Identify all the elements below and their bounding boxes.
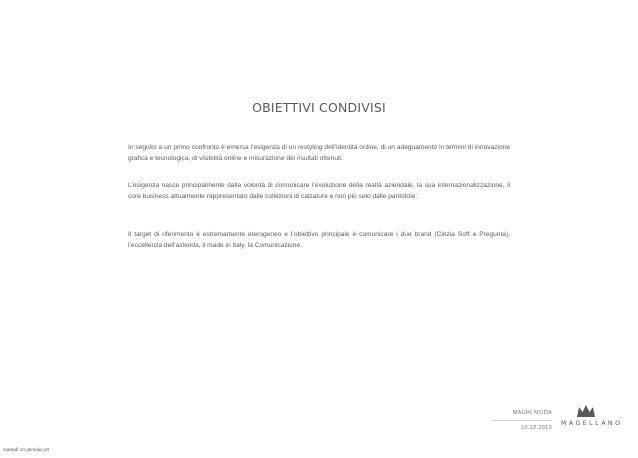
magellano-logo: [561, 404, 623, 436]
slide-timestamp: martedì 14 gennaio 14: [3, 447, 49, 452]
paragraph-2: L’esigenza nasce principalmente dalla volontà di comunicare l’evoluzione della realtà aziendale, la sua internazionalizzazione, il core business attualmente rappresentato dalle collezioni di calzature e non più solo dalle pantofole.: [128, 182, 510, 200]
footer-divider: [492, 420, 552, 421]
logo-text: MAGELLANO: [561, 420, 623, 427]
paragraph-3: Il target di riferimento è estremamente eterogeneo e l’obiettivo principale è comunicare i due brand (Cinzia Soft e Pregunta), l’eccellenza dell’azienda, il made in Italy, la Comunicazione.: [128, 231, 510, 249]
client-name: MAURI MODA: [512, 410, 552, 416]
presentation-date: 10.12.2013: [521, 425, 552, 431]
slide-title: OBIETTIVI CONDIVISI: [252, 100, 386, 115]
crown-icon: [576, 404, 596, 418]
paragraph-1: In seguito a un primo confronto è emersa l’esigenza di un restyling dell’identità online, di un adeguamento in termini di innovazione grafica e tecnologica, di visibilità online e misurazione dei risultati ottenuti.: [128, 144, 510, 162]
